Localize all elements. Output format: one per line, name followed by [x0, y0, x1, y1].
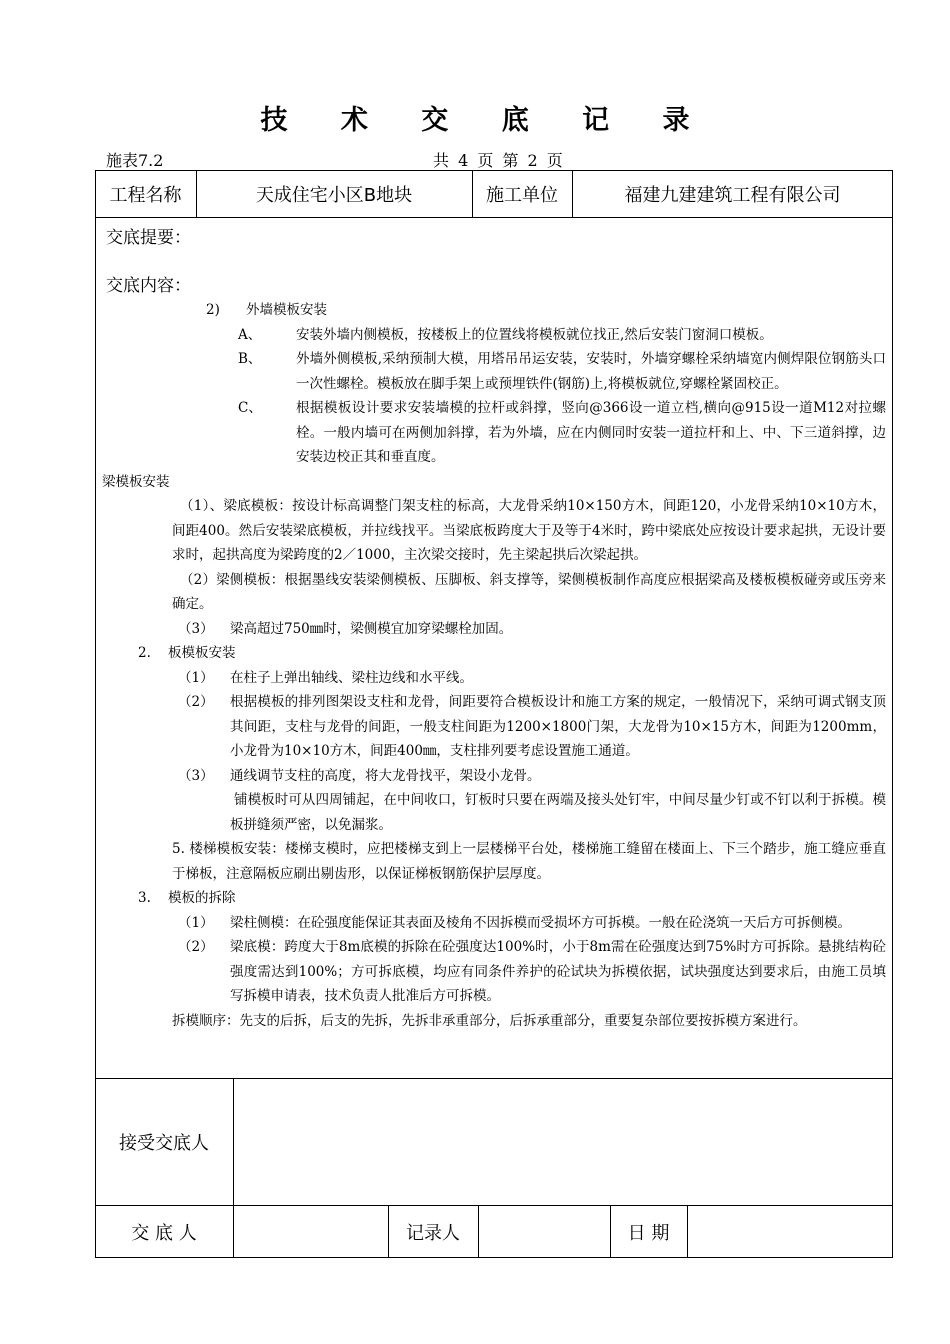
- receiver-signature-field[interactable]: [233, 1078, 893, 1205]
- item-number: （2）: [178, 939, 214, 955]
- project-name-label: 工程名称: [109, 184, 182, 206]
- section-number: 2.: [138, 645, 151, 661]
- item-number: A、: [238, 326, 262, 343]
- section-number: 2): [206, 302, 220, 318]
- project-name-value: 天成住宅小区B地块: [255, 184, 413, 206]
- paragraph: （1）、梁底模板：按设计标高调整门架支柱的标高，大龙骨采纳10×150方木，间距120，小龙骨采纳10×10方木，间距400。然后安装梁底模板，并拉线找平。当梁底板跨度大于及等于4米时，跨中梁底处应按设计要求起拱，无设计要求时，起拱高度为梁跨度的2／1000，主次梁交接时，先主梁起拱后次梁起拱。: [172, 498, 886, 563]
- section-title: 模板的拆除: [168, 890, 236, 906]
- item-text: 在柱子上弹出轴线、梁柱边线和水平线。: [230, 669, 473, 686]
- item-number: （3）: [178, 620, 214, 637]
- recorder-field[interactable]: [478, 1205, 610, 1258]
- recorder-label: 记录人: [406, 1222, 460, 1244]
- section-number: 3.: [138, 890, 151, 906]
- receiver-label: 接受交底人: [119, 1132, 209, 1154]
- divider: [95, 217, 893, 218]
- stair-paragraph: 5. 楼梯模板安装：楼梯支模时，应把楼梯支到上一层楼梯平台处，楼梯施工缝留在楼面上、下三个踏步，施工缝应垂直于梯板，注意隔板应刷出剔齿形，以保证梯板钢筋保护层厚度。: [172, 841, 886, 882]
- item-text: 安装外墙内侧模板，按楼板上的位置线将模板就位找正,然后安装门窗洞口模板。: [296, 326, 773, 343]
- list-item: [106, 935, 886, 1009]
- beam-section-title: 梁模板安装: [102, 473, 170, 490]
- paragraph: 铺模板时可从四周铺起，在中间收口，钉板时只要在两端及接头处钉牢，中间尽量少钉或不钉以利于拆模。模板拼缝须严密，以免漏浆。: [230, 792, 886, 833]
- presenter-field[interactable]: [233, 1205, 388, 1258]
- list-item: [106, 764, 886, 789]
- removal-order: 拆模顺序：先支的后拆，后支的先拆，先拆非承重部分，后拆承重部分，重要复杂部位要按拆模方案进行。: [172, 1012, 807, 1029]
- list-item: [106, 347, 886, 396]
- date-label: 日 期: [627, 1222, 670, 1244]
- paragraph: （2）梁侧模板：根据墨线安装梁侧模板、压脚板、斜支撑等，梁侧模板制作高度应根据梁高及楼板模板碰旁或压旁来确定。: [172, 571, 886, 612]
- item-number: B、: [238, 351, 262, 367]
- summary-label: 交底提要：: [106, 228, 191, 248]
- item-number: C、: [238, 400, 262, 416]
- list-item: [106, 666, 886, 691]
- list-item: [106, 911, 886, 936]
- slab-section-title: [106, 641, 886, 666]
- list-item: [106, 617, 886, 642]
- item-text: 根据模板设计要求安装墙模的拉杆或斜撑，竖向@366设一道立档,横向@915设一道M12对拉螺栓。一般内墙可在两侧加斜撑，若为外墙，应在内侧同时安装一道拉杆和上、中、下三道斜撑，边安装边校正其和垂直度。: [296, 400, 886, 465]
- item-number: （3）: [178, 767, 214, 784]
- company-label: 施工单位: [486, 184, 558, 206]
- item-number: （2）: [178, 694, 214, 710]
- item-text: 梁柱侧模：在砼强度能保证其表面及棱角不因拆模而受损坏方可拆模。一般在砼浇筑一天后方可拆侧模。: [230, 914, 851, 931]
- disclosure-content: [102, 226, 886, 1033]
- section-title: 板模板安装: [168, 645, 236, 661]
- item-text: 根据模板的排列图架设支柱和龙骨，间距要符合模板设计和施工方案的规定，一般情况下，采纳可调式钢支顶其间距，支柱与龙骨的间距，一般支柱间距为1200×1800门架，大龙骨为10×15方木，间距为1200mm，小龙骨为10×10方木，间距400㎜，支柱排列要考虑设置施工通道。: [230, 694, 886, 759]
- page-info: 共 4 页 第 2 页: [433, 151, 563, 170]
- item-text: 外墙外侧模板,采纳预制大模，用塔吊吊运安装，安装时，外墙穿螺栓采纳墙宽内侧焊限位钢筋头口一次性螺栓。模板放在脚手架上或预埋铁件(钢筋)上,将模板就位,穿螺栓紧固校正。: [296, 351, 886, 392]
- item-number: （1）: [178, 669, 214, 686]
- company-value: 福建九建建筑工程有限公司: [624, 184, 841, 206]
- list-item: [106, 690, 886, 764]
- form-number: 施表7.2: [106, 151, 164, 170]
- list-item: [106, 323, 886, 348]
- item-text: 通线调节支柱的高度，将大龙骨找平，架设小龙骨。: [230, 767, 541, 784]
- date-field[interactable]: [687, 1205, 893, 1258]
- removal-section-title: [106, 886, 886, 911]
- presenter-label: 交 底 人: [131, 1222, 197, 1244]
- content-label: 交底内容：: [106, 276, 191, 296]
- list-item: [106, 396, 886, 470]
- wall-section-title: [106, 298, 886, 323]
- section-title: 外墙模板安装: [246, 302, 327, 318]
- page-title: 技 术 交 底 记 录: [260, 105, 712, 136]
- item-text: 梁高超过750㎜时，梁侧模宜加穿梁螺栓加固。: [230, 620, 513, 637]
- item-number: （1）: [178, 914, 214, 931]
- item-text: 梁底模：跨度大于8m底模的拆除在砼强度达100%时，小于8m需在砼强度达到75%时方可拆除。悬挑结构砼强度需达到100%；方可拆底模，均应有同条件养护的砼试块为拆模依据，试块强度达到要求后，由施工员填写拆模申请表，技术负责人批准后方可拆模。: [230, 939, 886, 1004]
